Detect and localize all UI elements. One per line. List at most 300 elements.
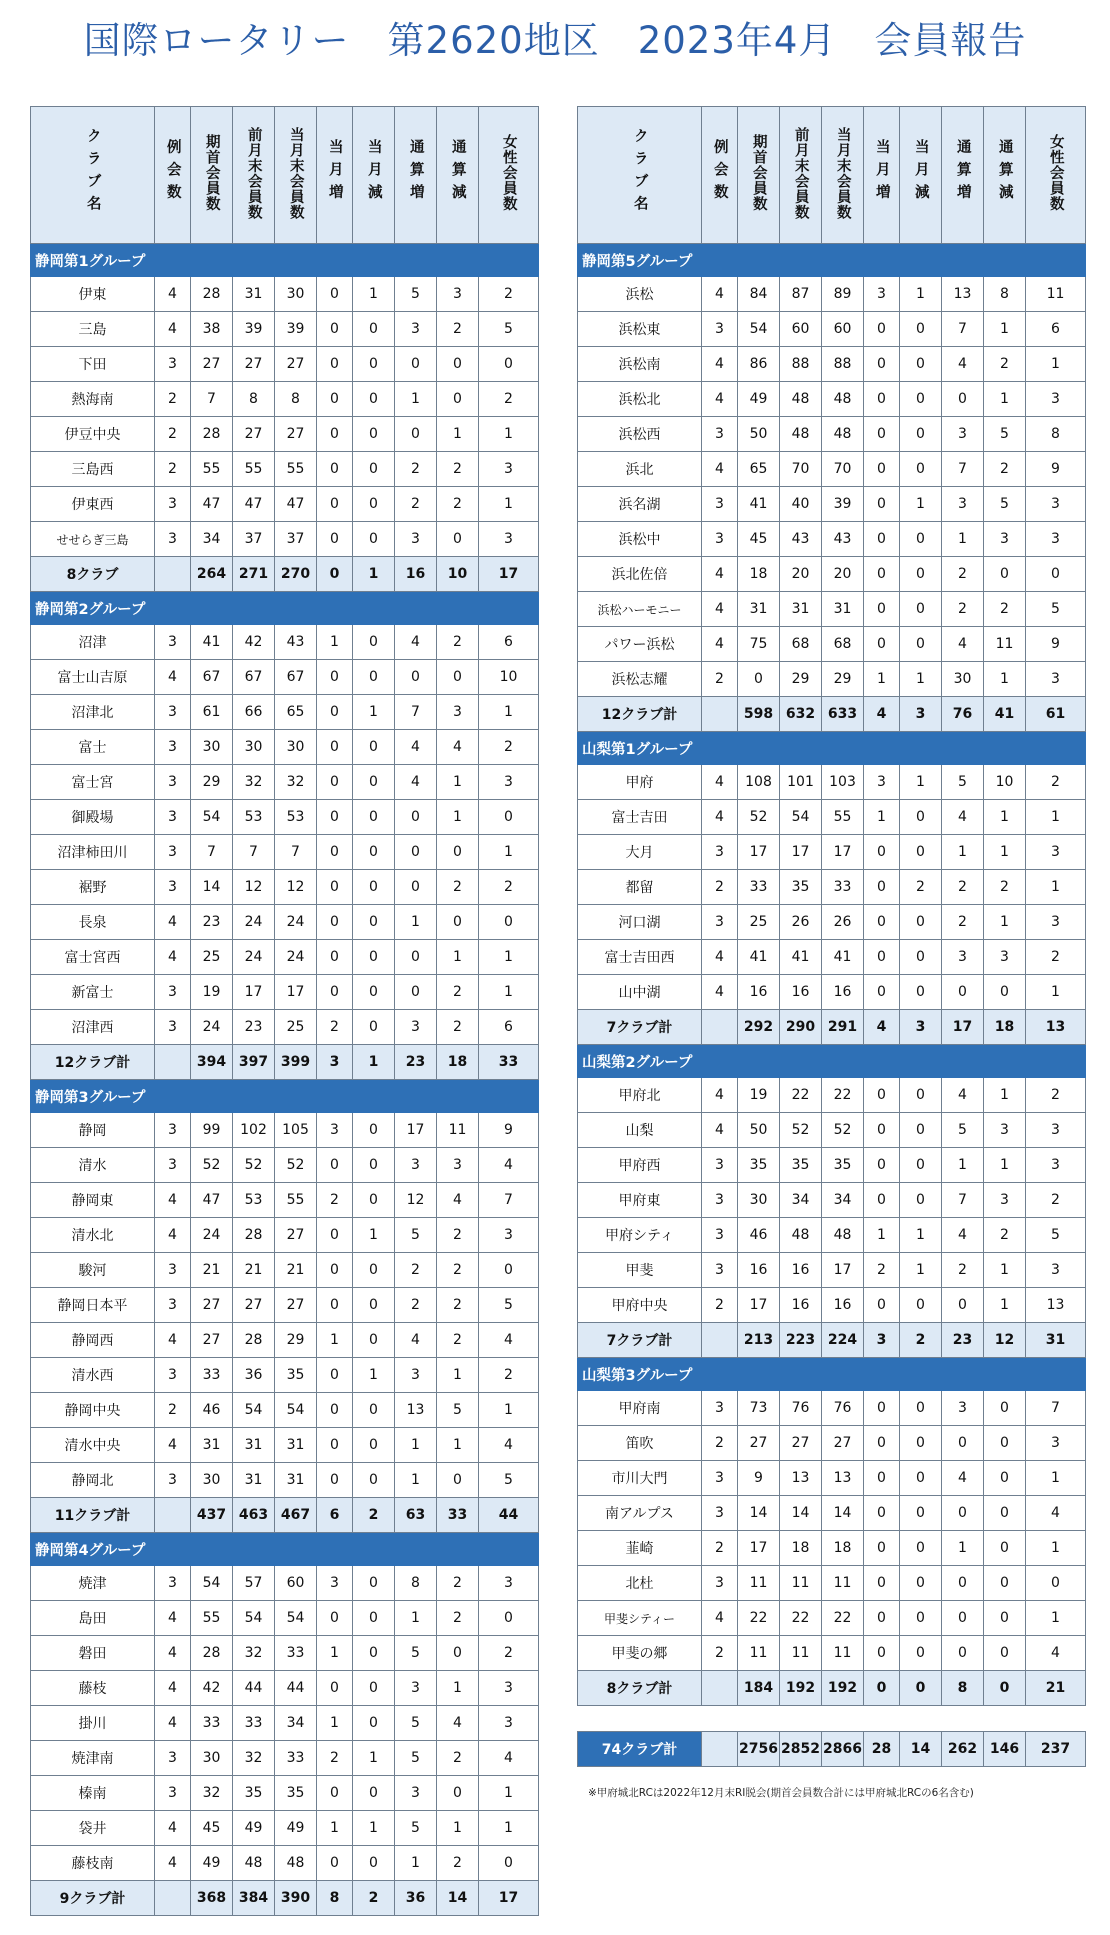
month-end-members: 43	[822, 522, 864, 557]
club-name: 浜松志耀	[578, 662, 702, 697]
month-decrease: 0	[353, 660, 395, 695]
total-increase: 0	[395, 417, 437, 452]
table-row	[31, 800, 539, 835]
total-increase: 2	[395, 487, 437, 522]
month-increase: 0	[317, 1218, 353, 1253]
month-decrease: 0	[900, 1113, 942, 1148]
meetings: 4	[155, 1323, 191, 1358]
header-meetings	[155, 107, 191, 244]
total-decrease: 2	[984, 1218, 1026, 1253]
month-decrease: 0	[900, 1426, 942, 1461]
month-increase: 1	[317, 1811, 353, 1846]
header-label: 当月末会員数	[834, 126, 851, 220]
prev-month-members: 55	[233, 452, 275, 487]
prev-month-members: 48	[233, 1846, 275, 1881]
month-end-members: 48	[822, 1218, 864, 1253]
female-members: 2	[1026, 765, 1086, 800]
female-members: 3	[1026, 522, 1086, 557]
prev-month-members: 26	[780, 905, 822, 940]
female-members: 1	[1026, 1531, 1086, 1566]
total-increase: 3	[395, 1148, 437, 1183]
meetings: 3	[702, 1496, 738, 1531]
meetings: 3	[155, 1566, 191, 1601]
month-decrease: 0	[353, 1776, 395, 1811]
initial-members: 31	[191, 1428, 233, 1463]
table-row	[578, 1601, 1086, 1636]
total-decrease: 0	[984, 557, 1026, 592]
subtotal-meetings	[702, 1010, 738, 1045]
header-club-name	[31, 107, 155, 244]
meetings: 3	[702, 1148, 738, 1183]
prev-month-members: 48	[780, 1218, 822, 1253]
meetings: 3	[702, 417, 738, 452]
month-end-members: 8	[275, 382, 317, 417]
month-end-members: 55	[275, 452, 317, 487]
female-members: 3	[479, 1218, 539, 1253]
subtotal-month-end-members: 270	[275, 557, 317, 592]
table-row	[578, 417, 1086, 452]
subtotal-female-members: 13	[1026, 1010, 1086, 1045]
month-end-members: 13	[822, 1461, 864, 1496]
prev-month-members: 101	[780, 765, 822, 800]
month-increase: 0	[864, 1496, 900, 1531]
initial-members: 17	[738, 1288, 780, 1323]
prev-month-members: 40	[780, 487, 822, 522]
club-name: 笛吹	[578, 1426, 702, 1461]
initial-members: 49	[738, 382, 780, 417]
month-end-members: 43	[275, 625, 317, 660]
subtotal-month-increase: 3	[317, 1045, 353, 1080]
subtotal-meetings	[702, 1671, 738, 1706]
month-increase: 1	[864, 662, 900, 697]
total-increase: 0	[942, 1496, 984, 1531]
total-increase: 5	[395, 1218, 437, 1253]
initial-members: 50	[738, 417, 780, 452]
month-end-members: 16	[822, 975, 864, 1010]
table-row	[31, 1288, 539, 1323]
month-increase: 0	[317, 277, 353, 312]
month-decrease: 0	[900, 417, 942, 452]
initial-members: 16	[738, 975, 780, 1010]
meetings: 4	[155, 312, 191, 347]
total-decrease: 2	[437, 870, 479, 905]
month-increase: 0	[864, 905, 900, 940]
total-increase: 3	[942, 487, 984, 522]
table-row	[578, 347, 1086, 382]
total-increase: 1	[942, 1531, 984, 1566]
subtotal-club-name: 8クラブ	[31, 557, 155, 592]
initial-members: 61	[191, 695, 233, 730]
subtotal-month-end-members: 399	[275, 1045, 317, 1080]
club-name: 藤枝南	[31, 1846, 155, 1881]
subtotal-month-end-members: 633	[822, 697, 864, 732]
prev-month-members: 35	[780, 1148, 822, 1183]
subtotal-month-increase: 4	[864, 1010, 900, 1045]
table-row	[31, 1636, 539, 1671]
month-end-members: 48	[822, 382, 864, 417]
subtotal-prev-month-members: 397	[233, 1045, 275, 1080]
total-decrease: 4	[437, 1183, 479, 1218]
total-increase: 3	[942, 417, 984, 452]
subtotal-female-members: 31	[1026, 1323, 1086, 1358]
prev-month-members: 17	[780, 835, 822, 870]
total-increase: 1	[942, 835, 984, 870]
total-increase: 4	[395, 730, 437, 765]
total-increase: 7	[942, 452, 984, 487]
subtotal-club-name: 7クラブ計	[578, 1010, 702, 1045]
prev-month-members: 17	[233, 975, 275, 1010]
subtotal-month-end-members: 224	[822, 1323, 864, 1358]
grand-total-prev-month-members: 2852	[780, 1732, 822, 1767]
prev-month-members: 35	[780, 870, 822, 905]
subtotal-total-decrease: 14	[437, 1881, 479, 1916]
subtotal-total-decrease: 10	[437, 557, 479, 592]
subtotal-female-members: 61	[1026, 697, 1086, 732]
month-increase: 0	[864, 452, 900, 487]
table-row	[578, 835, 1086, 870]
month-increase: 0	[864, 1426, 900, 1461]
total-decrease: 0	[437, 1776, 479, 1811]
table-row	[578, 557, 1086, 592]
meetings: 3	[155, 730, 191, 765]
total-increase: 2	[942, 870, 984, 905]
club-name: 浜松北	[578, 382, 702, 417]
initial-members: 25	[738, 905, 780, 940]
month-end-members: 31	[822, 592, 864, 627]
total-decrease: 8	[984, 277, 1026, 312]
group-name: 山梨第2グループ	[578, 1045, 1086, 1078]
initial-members: 7	[191, 382, 233, 417]
total-decrease: 0	[984, 1566, 1026, 1601]
total-decrease: 1	[984, 662, 1026, 697]
female-members: 0	[479, 1846, 539, 1881]
subtotal-initial-members: 394	[191, 1045, 233, 1080]
total-increase: 4	[395, 765, 437, 800]
club-name: 静岡中央	[31, 1393, 155, 1428]
table-row	[578, 940, 1086, 975]
meetings: 4	[155, 1636, 191, 1671]
group-name: 静岡第5グループ	[578, 244, 1086, 277]
female-members: 3	[479, 522, 539, 557]
subtotal-meetings	[155, 557, 191, 592]
prev-month-members: 30	[233, 730, 275, 765]
total-decrease: 0	[437, 382, 479, 417]
club-name: 駿河	[31, 1253, 155, 1288]
table-row	[578, 1566, 1086, 1601]
total-increase: 5	[395, 1741, 437, 1776]
total-decrease: 2	[437, 1010, 479, 1045]
subtotal-month-end-members: 390	[275, 1881, 317, 1916]
month-increase: 3	[317, 1113, 353, 1148]
female-members: 3	[479, 452, 539, 487]
month-increase: 0	[864, 1288, 900, 1323]
month-end-members: 88	[822, 347, 864, 382]
subtotal-prev-month-members: 290	[780, 1010, 822, 1045]
subtotal-meetings	[155, 1498, 191, 1533]
table-row	[31, 1358, 539, 1393]
month-decrease: 0	[353, 382, 395, 417]
initial-members: 9	[738, 1461, 780, 1496]
female-members: 1	[479, 835, 539, 870]
female-members: 3	[1026, 1148, 1086, 1183]
table-row	[578, 1148, 1086, 1183]
month-end-members: 30	[275, 730, 317, 765]
club-name: 新富士	[31, 975, 155, 1010]
prev-month-members: 16	[780, 1288, 822, 1323]
total-decrease: 3	[984, 1113, 1026, 1148]
grand-total-female-members: 237	[1026, 1732, 1086, 1767]
month-increase: 0	[317, 975, 353, 1010]
grand-total-table	[577, 1731, 1086, 1767]
header-label: クラブ名	[84, 128, 101, 218]
table-row	[31, 1706, 539, 1741]
initial-members: 46	[738, 1218, 780, 1253]
meetings: 2	[702, 1636, 738, 1671]
month-increase: 0	[864, 870, 900, 905]
female-members: 9	[1026, 627, 1086, 662]
female-members: 1	[479, 487, 539, 522]
prev-month-members: 36	[233, 1358, 275, 1393]
meetings: 3	[155, 347, 191, 382]
header-total-decrease	[984, 107, 1026, 244]
header-label: 通算増	[954, 139, 971, 207]
header-month-decrease	[900, 107, 942, 244]
prev-month-members: 13	[780, 1461, 822, 1496]
prev-month-members: 28	[233, 1218, 275, 1253]
initial-members: 34	[191, 522, 233, 557]
month-increase: 1	[317, 1323, 353, 1358]
prev-month-members: 22	[780, 1601, 822, 1636]
female-members: 3	[1026, 905, 1086, 940]
grand-total-club-name: 74クラブ計	[578, 1732, 702, 1767]
month-increase: 0	[317, 487, 353, 522]
group-header-row	[31, 592, 539, 625]
total-decrease: 0	[984, 1426, 1026, 1461]
total-increase: 1	[942, 522, 984, 557]
subtotal-month-increase: 0	[317, 557, 353, 592]
month-end-members: 76	[822, 1391, 864, 1426]
month-increase: 0	[317, 1358, 353, 1393]
subtotal-club-name: 8クラブ計	[578, 1671, 702, 1706]
month-decrease: 0	[900, 1601, 942, 1636]
meetings: 3	[702, 1461, 738, 1496]
table-row	[31, 1776, 539, 1811]
meetings: 3	[702, 487, 738, 522]
total-increase: 3	[395, 1776, 437, 1811]
total-decrease: 0	[984, 975, 1026, 1010]
header-label: 当月増	[873, 139, 890, 207]
month-increase: 0	[317, 905, 353, 940]
month-end-members: 48	[275, 1846, 317, 1881]
subtotal-row	[578, 697, 1086, 732]
group-name: 静岡第4グループ	[31, 1533, 539, 1566]
header-label: 例会数	[711, 139, 728, 207]
table-row	[31, 835, 539, 870]
initial-members: 86	[738, 347, 780, 382]
female-members: 5	[479, 312, 539, 347]
total-decrease: 2	[984, 452, 1026, 487]
total-increase: 3	[395, 312, 437, 347]
header-row	[31, 107, 539, 244]
subtotal-total-decrease: 18	[437, 1045, 479, 1080]
month-increase: 0	[317, 1253, 353, 1288]
total-decrease: 0	[437, 905, 479, 940]
meetings: 4	[702, 1113, 738, 1148]
prev-month-members: 27	[233, 417, 275, 452]
meetings: 2	[702, 870, 738, 905]
prev-month-members: 16	[780, 975, 822, 1010]
total-decrease: 5	[984, 487, 1026, 522]
total-increase: 2	[395, 1253, 437, 1288]
meetings: 3	[702, 1218, 738, 1253]
initial-members: 27	[191, 347, 233, 382]
prev-month-members: 66	[233, 695, 275, 730]
female-members: 1	[479, 975, 539, 1010]
initial-members: 30	[738, 1183, 780, 1218]
prev-month-members: 32	[233, 1741, 275, 1776]
table-row	[578, 522, 1086, 557]
subtotal-initial-members: 213	[738, 1323, 780, 1358]
total-decrease: 2	[437, 975, 479, 1010]
female-members: 0	[479, 905, 539, 940]
subtotal-initial-members: 184	[738, 1671, 780, 1706]
month-decrease: 0	[353, 625, 395, 660]
club-name: 南アルプス	[578, 1496, 702, 1531]
subtotal-month-decrease: 3	[900, 697, 942, 732]
month-increase: 0	[864, 1183, 900, 1218]
initial-members: 30	[191, 730, 233, 765]
month-decrease: 0	[900, 592, 942, 627]
prev-month-members: 24	[233, 905, 275, 940]
total-increase: 0	[395, 800, 437, 835]
prev-month-members: 87	[780, 277, 822, 312]
prev-month-members: 48	[780, 382, 822, 417]
prev-month-members: 16	[780, 1253, 822, 1288]
month-end-members: 22	[822, 1078, 864, 1113]
meetings: 4	[702, 557, 738, 592]
month-end-members: 103	[822, 765, 864, 800]
month-increase: 0	[317, 1776, 353, 1811]
month-end-members: 47	[275, 487, 317, 522]
month-end-members: 7	[275, 835, 317, 870]
total-increase: 0	[395, 835, 437, 870]
initial-members: 30	[191, 1463, 233, 1498]
female-members: 4	[1026, 1496, 1086, 1531]
total-decrease: 2	[437, 1846, 479, 1881]
grand-total-total-decrease: 146	[984, 1732, 1026, 1767]
total-decrease: 11	[437, 1113, 479, 1148]
female-members: 1	[479, 1776, 539, 1811]
table-row	[31, 695, 539, 730]
total-decrease: 5	[984, 417, 1026, 452]
club-name: 静岡東	[31, 1183, 155, 1218]
prev-month-members: 43	[780, 522, 822, 557]
header-label: 女性会員数	[500, 134, 517, 212]
total-increase: 2	[395, 452, 437, 487]
total-decrease: 1	[984, 905, 1026, 940]
month-decrease: 0	[353, 1636, 395, 1671]
month-end-members: 17	[275, 975, 317, 1010]
month-decrease: 1	[353, 1811, 395, 1846]
month-decrease: 0	[353, 1463, 395, 1498]
table-row	[31, 1741, 539, 1776]
club-name: 袋井	[31, 1811, 155, 1846]
female-members: 4	[479, 1428, 539, 1463]
meetings: 3	[155, 765, 191, 800]
header-label: 期首会員数	[203, 134, 220, 212]
month-increase: 0	[864, 312, 900, 347]
month-increase: 0	[317, 695, 353, 730]
month-decrease: 0	[353, 1566, 395, 1601]
month-end-members: 12	[275, 870, 317, 905]
subtotal-meetings	[702, 1323, 738, 1358]
total-decrease: 1	[984, 835, 1026, 870]
month-end-members: 27	[275, 1218, 317, 1253]
table-row	[578, 452, 1086, 487]
total-increase: 4	[942, 800, 984, 835]
club-name: 甲斐シティー	[578, 1601, 702, 1636]
subtotal-initial-members: 598	[738, 697, 780, 732]
subtotal-month-decrease: 3	[900, 1010, 942, 1045]
female-members: 0	[479, 1601, 539, 1636]
header-label: クラブ名	[631, 128, 648, 218]
club-name: 静岡北	[31, 1463, 155, 1498]
total-decrease: 0	[984, 1531, 1026, 1566]
month-decrease: 0	[353, 1323, 395, 1358]
total-decrease: 0	[437, 347, 479, 382]
table-row	[578, 662, 1086, 697]
table-row	[31, 1601, 539, 1636]
club-name: 静岡西	[31, 1323, 155, 1358]
group-header-row	[578, 1045, 1086, 1078]
month-end-members: 30	[275, 277, 317, 312]
month-decrease: 0	[900, 1636, 942, 1671]
subtotal-month-end-members: 291	[822, 1010, 864, 1045]
prev-month-members: 53	[233, 800, 275, 835]
total-increase: 4	[942, 347, 984, 382]
month-end-members: 35	[275, 1358, 317, 1393]
club-name: 富士吉田	[578, 800, 702, 835]
group-name: 山梨第1グループ	[578, 732, 1086, 765]
table-row	[578, 1636, 1086, 1671]
month-increase: 0	[864, 557, 900, 592]
month-decrease: 0	[353, 940, 395, 975]
header-label: 当月増	[326, 139, 343, 207]
header-total-increase	[942, 107, 984, 244]
subtotal-total-decrease: 18	[984, 1010, 1026, 1045]
prev-month-members: 31	[233, 277, 275, 312]
prev-month-members: 32	[233, 1636, 275, 1671]
month-decrease: 0	[353, 522, 395, 557]
female-members: 1	[1026, 975, 1086, 1010]
subtotal-row	[31, 557, 539, 592]
table-row	[578, 592, 1086, 627]
initial-members: 33	[191, 1706, 233, 1741]
prev-month-members: 52	[780, 1113, 822, 1148]
table-row	[31, 660, 539, 695]
total-decrease: 3	[437, 1148, 479, 1183]
table-row	[31, 417, 539, 452]
initial-members: 52	[738, 800, 780, 835]
header-label: 通算減	[996, 139, 1013, 207]
table-row	[31, 1183, 539, 1218]
female-members: 2	[479, 277, 539, 312]
club-name: 長泉	[31, 905, 155, 940]
header-total-decrease	[437, 107, 479, 244]
female-members: 0	[479, 800, 539, 835]
month-increase: 3	[864, 277, 900, 312]
month-end-members: 44	[275, 1671, 317, 1706]
